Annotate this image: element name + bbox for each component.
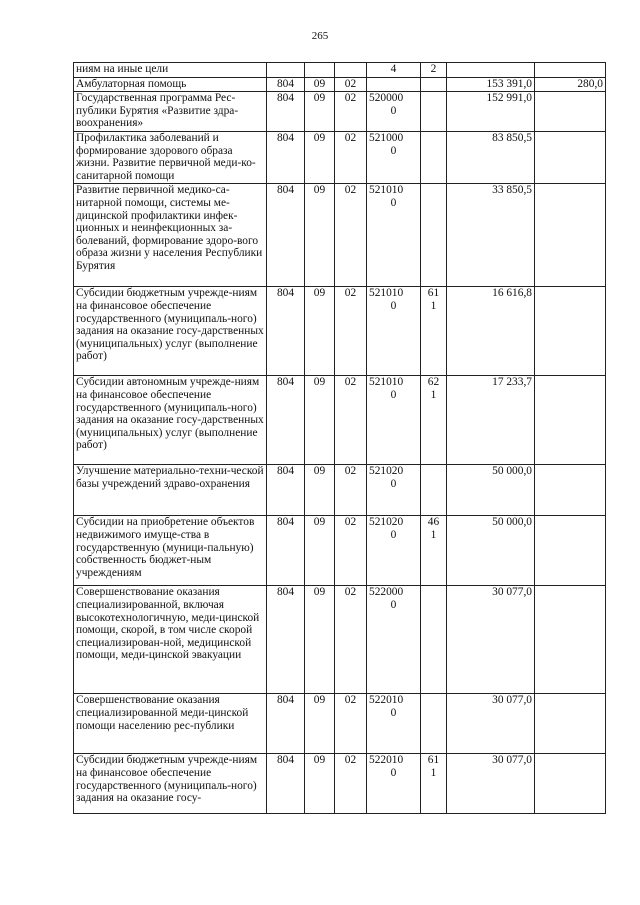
sum-primary: 16 616,8 bbox=[447, 287, 535, 376]
subsection-code bbox=[335, 63, 367, 78]
section-code: 09 bbox=[305, 465, 335, 516]
table-row bbox=[74, 63, 606, 78]
row-name: Совершенствование оказания специализированной меди-цинской помощи населению рес-публики bbox=[74, 694, 267, 754]
budget-table bbox=[73, 62, 606, 814]
target-code bbox=[367, 77, 421, 92]
ministry-code: 804 bbox=[267, 586, 305, 694]
sum-secondary bbox=[535, 92, 606, 132]
subsection-code: 02 bbox=[335, 586, 367, 694]
subsection-code: 02 bbox=[335, 376, 367, 465]
target-code: 521010 0 bbox=[367, 184, 421, 287]
target-code: 521000 0 bbox=[367, 131, 421, 183]
section-code: 09 bbox=[305, 694, 335, 754]
table-row bbox=[74, 92, 606, 132]
sum-primary: 30 077,0 bbox=[447, 586, 535, 694]
ministry-code: 804 bbox=[267, 754, 305, 814]
section-code: 09 bbox=[305, 77, 335, 92]
section-code: 09 bbox=[305, 184, 335, 287]
sum-secondary bbox=[535, 184, 606, 287]
expense-type-code: 61 1 bbox=[421, 754, 447, 814]
ministry-code: 804 bbox=[267, 465, 305, 516]
section-code: 09 bbox=[305, 516, 335, 586]
target-code: 521010 0 bbox=[367, 287, 421, 376]
expense-type-code bbox=[421, 77, 447, 92]
sum-secondary bbox=[535, 63, 606, 78]
expense-type-code: 62 1 bbox=[421, 376, 447, 465]
subsection-code: 02 bbox=[335, 287, 367, 376]
ministry-code: 804 bbox=[267, 77, 305, 92]
expense-type-code bbox=[421, 92, 447, 132]
sum-primary: 50 000,0 bbox=[447, 465, 535, 516]
subsection-code: 02 bbox=[335, 184, 367, 287]
expense-type-code: 61 1 bbox=[421, 287, 447, 376]
table-row bbox=[74, 131, 606, 183]
section-code: 09 bbox=[305, 586, 335, 694]
ministry-code: 804 bbox=[267, 131, 305, 183]
section-code bbox=[305, 63, 335, 78]
section-code: 09 bbox=[305, 754, 335, 814]
target-code: 522000 0 bbox=[367, 586, 421, 694]
table-row bbox=[74, 516, 606, 586]
ministry-code: 804 bbox=[267, 694, 305, 754]
row-name: Субсидии автономным учрежде-ниям на финансовое обеспечение государственного (муниципаль-ного) задания на оказание госу-дарственных (муниципальных) услуг (выполнение работ) bbox=[74, 376, 267, 465]
sum-secondary: 280,0 bbox=[535, 77, 606, 92]
sum-secondary bbox=[535, 376, 606, 465]
subsection-code: 02 bbox=[335, 77, 367, 92]
expense-type-code bbox=[421, 131, 447, 183]
sum-primary: 83 850,5 bbox=[447, 131, 535, 183]
subsection-code: 02 bbox=[335, 694, 367, 754]
column-number-a: 4 bbox=[367, 63, 421, 78]
section-code: 09 bbox=[305, 92, 335, 132]
subsection-code: 02 bbox=[335, 131, 367, 183]
target-code: 520000 0 bbox=[367, 92, 421, 132]
sum-secondary bbox=[535, 694, 606, 754]
sum-primary: 30 077,0 bbox=[447, 754, 535, 814]
subsection-code: 02 bbox=[335, 754, 367, 814]
table-row bbox=[74, 287, 606, 376]
page-number: 265 bbox=[311, 30, 329, 42]
table-row bbox=[74, 77, 606, 92]
section-code: 09 bbox=[305, 287, 335, 376]
ministry-code: 804 bbox=[267, 376, 305, 465]
table-body bbox=[74, 63, 606, 814]
subsection-code: 02 bbox=[335, 465, 367, 516]
sum-primary: 153 391,0 bbox=[447, 77, 535, 92]
row-name: Амбулаторная помощь bbox=[74, 77, 267, 92]
sum-secondary bbox=[535, 465, 606, 516]
row-name: Развитие первичной медико-са-нитарной помощи, системы ме-дицинской профилактики инфек-ционных и неинфекционных за-болеваний, формирование здоро-вого образа жизни у населения Республики Бурятия bbox=[74, 184, 267, 287]
ministry-code: 804 bbox=[267, 184, 305, 287]
target-code: 521010 0 bbox=[367, 376, 421, 465]
table-row bbox=[74, 586, 606, 694]
sum-primary: 152 991,0 bbox=[447, 92, 535, 132]
expense-type-code bbox=[421, 694, 447, 754]
sum-primary bbox=[447, 63, 535, 78]
target-code: 521020 0 bbox=[367, 465, 421, 516]
expense-type-code bbox=[421, 586, 447, 694]
sum-primary: 50 000,0 bbox=[447, 516, 535, 586]
sum-primary: 33 850,5 bbox=[447, 184, 535, 287]
ministry-code bbox=[267, 63, 305, 78]
row-name: Субсидии на приобретение объектов недвижимого имуще-ства в государственную (муници-пальную) собственность бюджет-ным учреждениям bbox=[74, 516, 267, 586]
section-code: 09 bbox=[305, 376, 335, 465]
table-row bbox=[74, 754, 606, 814]
target-code: 522010 0 bbox=[367, 694, 421, 754]
sum-primary: 17 233,7 bbox=[447, 376, 535, 465]
ministry-code: 804 bbox=[267, 516, 305, 586]
table-row bbox=[74, 184, 606, 287]
ministry-code: 804 bbox=[267, 92, 305, 132]
sum-primary: 30 077,0 bbox=[447, 694, 535, 754]
table-row bbox=[74, 465, 606, 516]
section-code: 09 bbox=[305, 131, 335, 183]
sum-secondary bbox=[535, 586, 606, 694]
subsection-code: 02 bbox=[335, 516, 367, 586]
sum-secondary bbox=[535, 131, 606, 183]
column-number-b: 2 bbox=[421, 63, 447, 78]
subsection-code: 02 bbox=[335, 92, 367, 132]
table-row bbox=[74, 376, 606, 465]
sum-secondary bbox=[535, 754, 606, 814]
row-name: ниям на иные цели bbox=[74, 63, 267, 78]
row-name: Субсидии бюджетным учрежде-ниям на финансовое обеспечение государственного (муниципаль-ного) задания на оказание госу- bbox=[74, 754, 267, 814]
row-name: Государственная программа Рес-публики Бурятия «Развитие здра-воохранения» bbox=[74, 92, 267, 132]
row-name: Профилактика заболеваний и формирование здорового образа жизни. Развитие первичной меди-ко-санитарной помощи bbox=[74, 131, 267, 183]
row-name: Улучшение материально-техни-ческой базы учреждений здраво-охранения bbox=[74, 465, 267, 516]
target-code: 521020 0 bbox=[367, 516, 421, 586]
sum-secondary bbox=[535, 287, 606, 376]
expense-type-code bbox=[421, 184, 447, 287]
table-row bbox=[74, 694, 606, 754]
sum-secondary bbox=[535, 516, 606, 586]
row-name: Совершенствование оказания специализированной, включая высокотехнологичную, меди-цинской помощи, скорой, в том числе скорой специализирован-ной, медицинской помощи, меди-цинской эвакуации bbox=[74, 586, 267, 694]
expense-type-code: 46 1 bbox=[421, 516, 447, 586]
ministry-code: 804 bbox=[267, 287, 305, 376]
target-code: 522010 0 bbox=[367, 754, 421, 814]
expense-type-code bbox=[421, 465, 447, 516]
row-name: Субсидии бюджетным учрежде-ниям на финансовое обеспечение государственного (муниципаль-ного) задания на оказание госу-дарственных (муниципальных) услуг (выполнение работ) bbox=[74, 287, 267, 376]
